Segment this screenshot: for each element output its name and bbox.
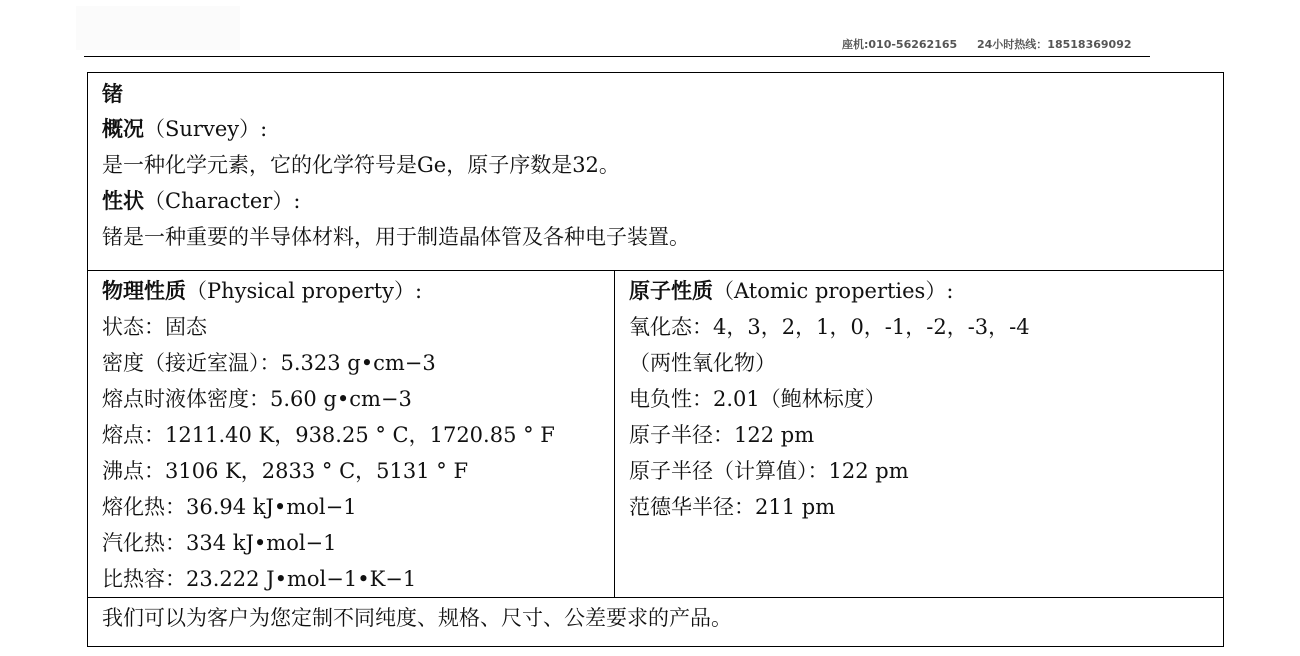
physical-heading-line	[102, 273, 614, 309]
overview-cell	[88, 73, 1224, 271]
atomic-heading-line	[629, 273, 1223, 309]
physical-row-density: 密度（接近室温）：5.323 g•cm−3	[102, 351, 436, 375]
hotline-text: 24小时热线：18518369092	[977, 38, 1132, 51]
atomic-row-atomic-radius-calculated: 原子半径（计算值）：122 pm	[629, 459, 909, 483]
atomic-row-van-der-waals-radius: 范德华半径：211 pm	[629, 495, 836, 519]
physical-row-boiling-point: 沸点：3106 K，2833 ° C，5131 ° F	[102, 459, 469, 483]
character-text: 锗是一种重要的半导体材料，用于制造晶体管及各种电子装置。	[102, 225, 690, 249]
physical-row-heat-of-fusion: 熔化热：36.94 kJ•mol−1	[102, 495, 357, 519]
character-label: （Character）:	[144, 189, 301, 213]
physical-heading: 物理性质	[102, 278, 186, 303]
physical-row-liquid-density: 熔点时液体密度：5.60 g•cm−3	[102, 387, 412, 411]
custom-order-note: 我们可以为客户为您定制不同纯度、规格、尺寸、公差要求的产品。	[102, 606, 732, 630]
character-heading: 性状	[102, 188, 144, 213]
atomic-heading-label: （Atomic properties）:	[713, 279, 954, 303]
custom-order-note-cell	[88, 598, 1224, 647]
atomic-properties-cell	[615, 271, 1224, 598]
physical-row-heat-of-vaporization: 汽化热：334 kJ•mol−1	[102, 531, 337, 555]
contact-info	[842, 36, 1132, 52]
survey-heading: 概况	[102, 116, 144, 141]
survey-heading-line	[102, 111, 1223, 147]
atomic-row-atomic-radius: 原子半径：122 pm	[629, 423, 815, 447]
element-name: 锗	[102, 81, 123, 106]
physical-properties-cell	[88, 271, 615, 598]
survey-label: （Survey）:	[144, 117, 268, 141]
landline-text: 座机:010-56262165	[842, 38, 958, 51]
logo-placeholder	[76, 6, 240, 50]
survey-text: 是一种化学元素，它的化学符号是Ge，原子序数是32。	[102, 153, 620, 177]
character-heading-line	[102, 183, 1223, 219]
physical-row-state: 状态：固态	[102, 315, 207, 339]
atomic-row-amphoteric-note: （两性氧化物）	[629, 351, 776, 375]
physical-row-melting-point: 熔点：1211.40 K，938.25 ° C，1720.85 ° F	[102, 423, 555, 447]
atomic-row-electronegativity: 电负性：2.01（鲍林标度）	[629, 387, 886, 411]
element-info-table	[87, 72, 1224, 647]
atomic-row-oxidation-states: 氧化态：4，3，2，1，0，-1，-2，-3，-4	[629, 315, 1030, 339]
physical-row-heat-capacity: 比热容：23.222 J•mol−1•K−1	[102, 567, 417, 591]
physical-heading-label: （Physical property）:	[186, 279, 423, 303]
atomic-heading: 原子性质	[629, 278, 713, 303]
header-divider	[84, 56, 1150, 57]
